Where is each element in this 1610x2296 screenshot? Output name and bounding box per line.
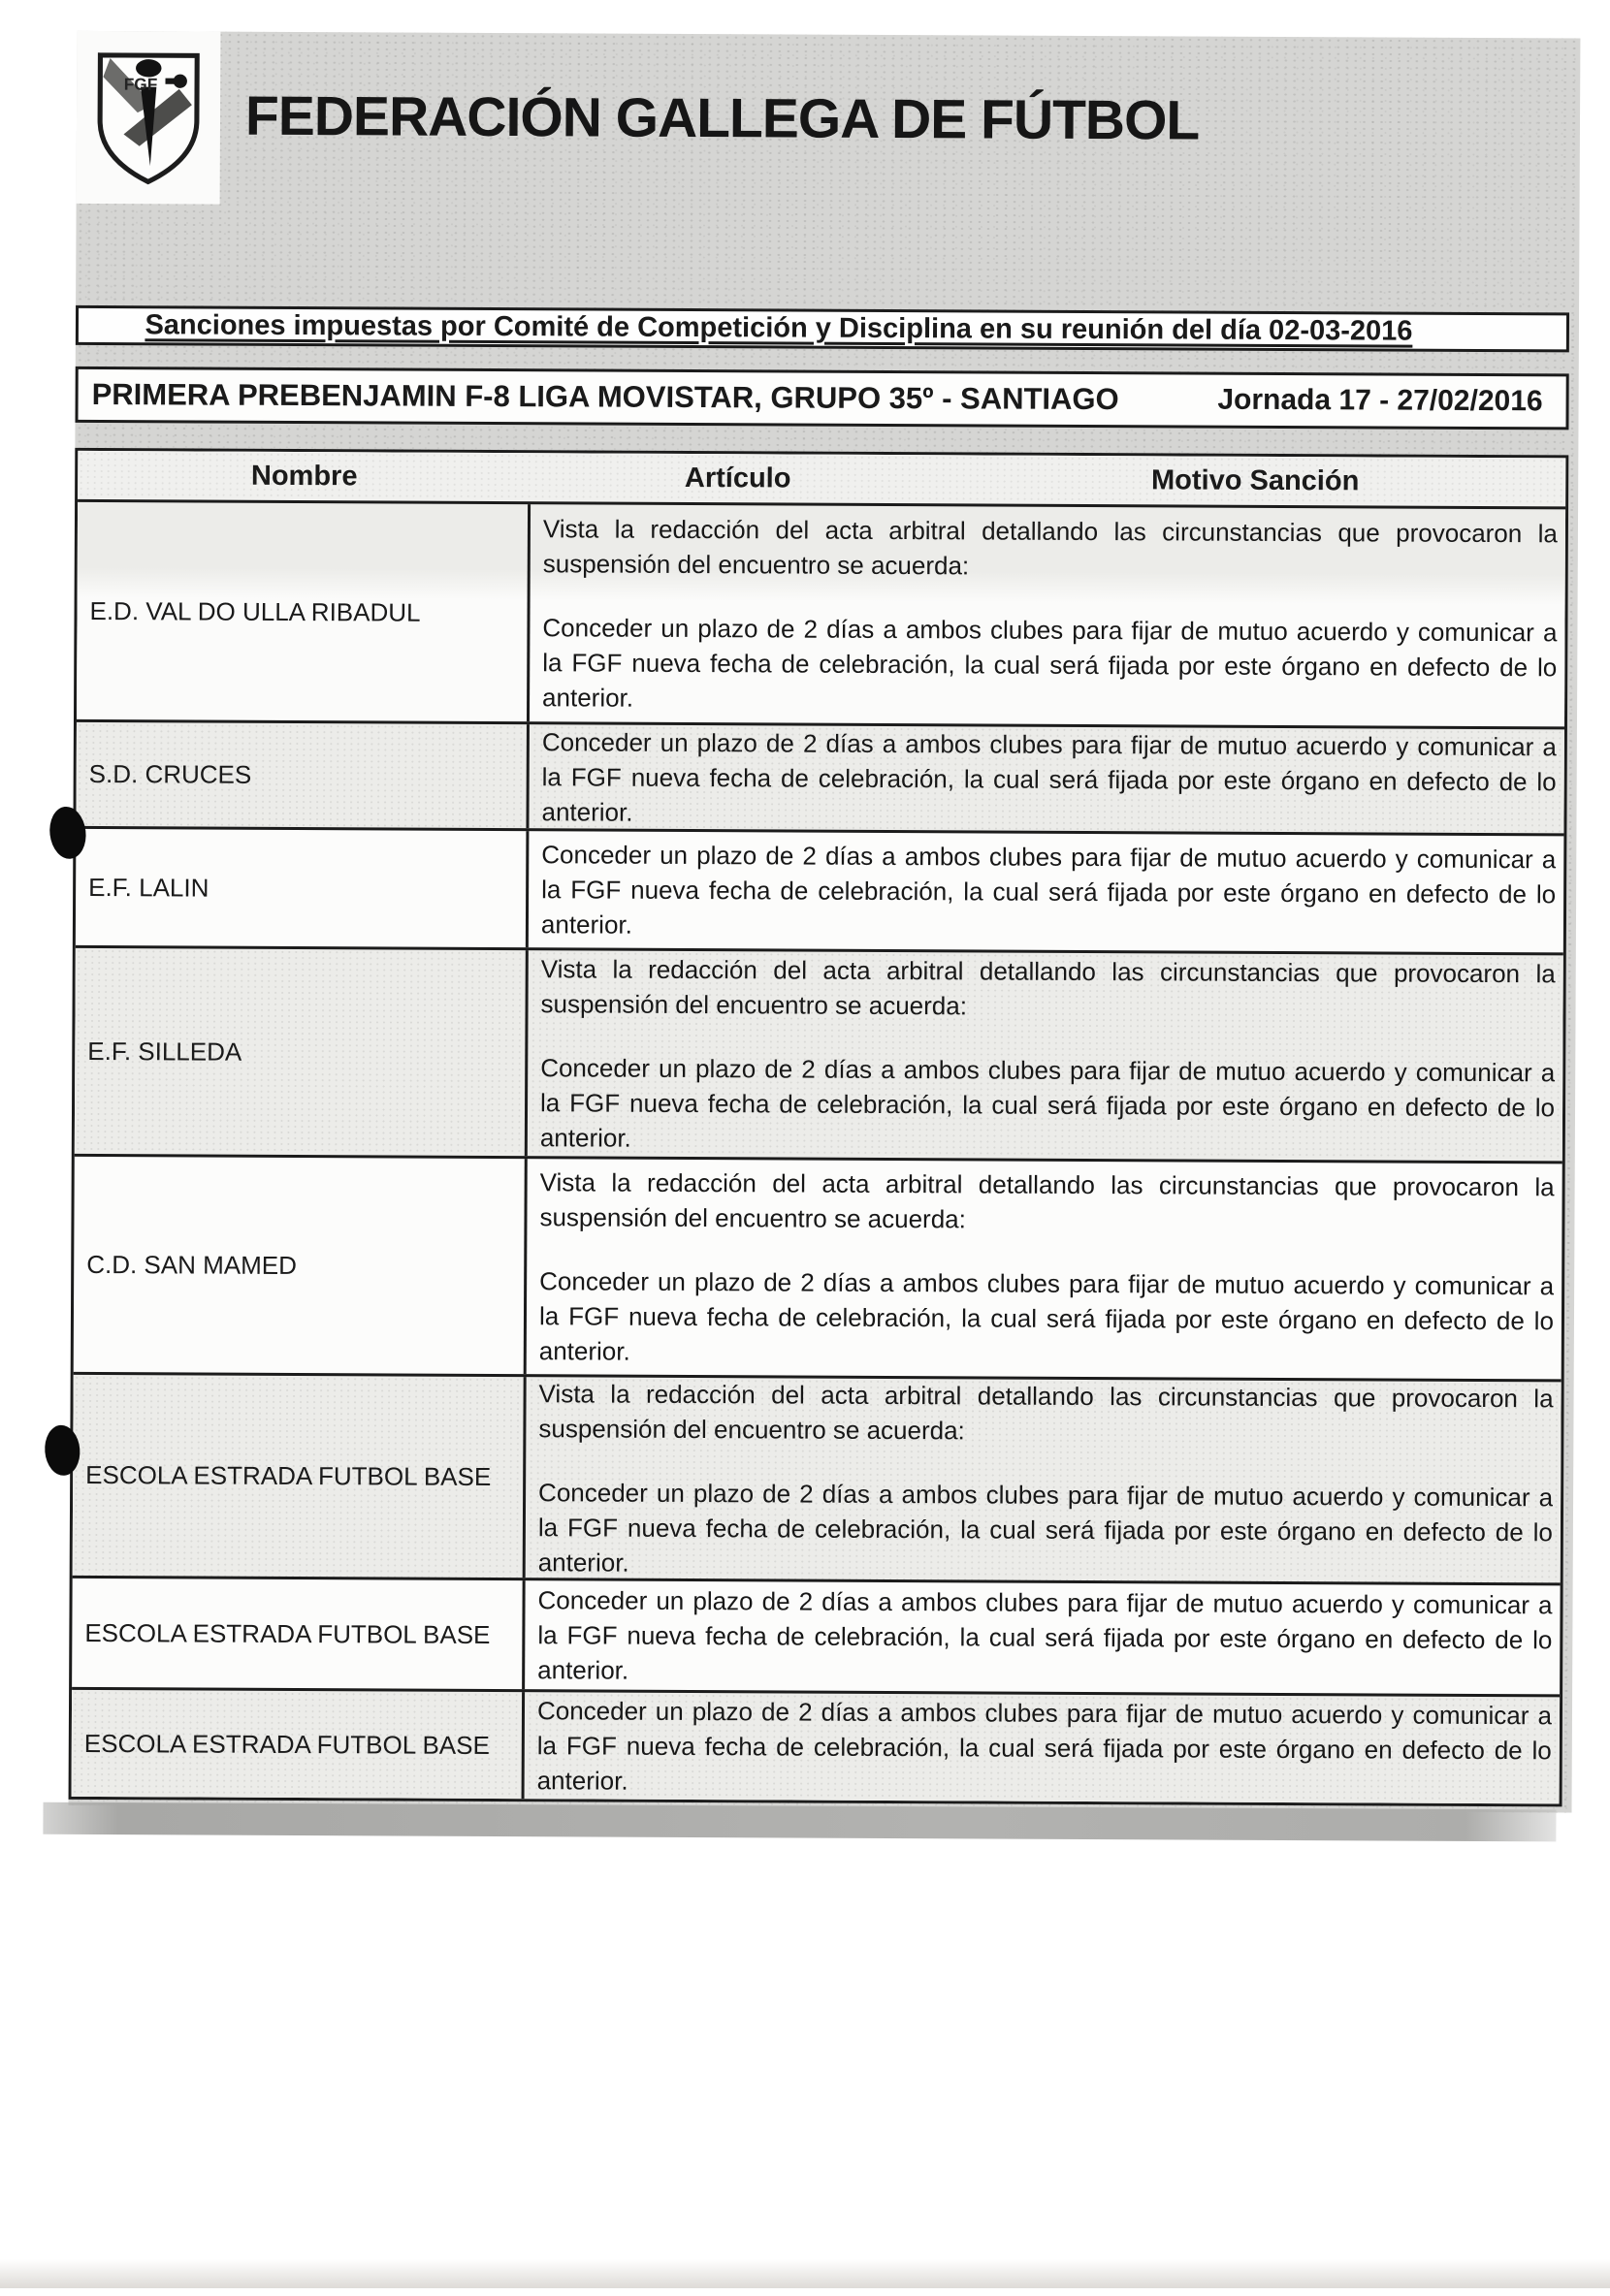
sanction-text (528, 950, 1563, 1161)
text-line: la FGF nueva fecha de celebración, la cual será fijada por este órgano en defecto de lo (541, 761, 1557, 796)
text-line: la FGF nueva fecha de celebración, la cual será fijada por este órgano en defecto de lo (538, 1301, 1555, 1336)
federation-logo-box (77, 31, 221, 205)
text-line: anterior. (538, 1336, 630, 1366)
text-line: anterior. (542, 683, 634, 713)
text-line: Vista la redacción del acta arbitral detallando las circunstancias que provocaron la (540, 954, 1556, 989)
text-line: Conceder un plazo de 2 días a ambos clubes para fijar de mutuo acuerdo y comunicar a (539, 1266, 1555, 1301)
text-line: la FGF nueva fecha de celebración, la cual será fijada por este órgano en defecto de lo (537, 1512, 1553, 1547)
table-row (77, 499, 1565, 726)
club-name: E.F. SILLEDA (75, 948, 529, 1156)
text-line: anterior. (540, 909, 632, 940)
sanction-text (525, 1692, 1561, 1803)
table-bottom-shadow (43, 1802, 1556, 1842)
text-line: Vista la redacción del acta arbitral detallando las circunstancias que provocaron la (542, 514, 1559, 549)
table-row (76, 826, 1564, 952)
header-motivo-sancion: Motivo Sanción (1150, 463, 1360, 496)
text-line: anterior. (541, 796, 633, 827)
text-line: anterior. (537, 1655, 629, 1685)
header-nombre: Nombre (250, 460, 358, 492)
text-line: la FGF nueva fecha de celebración, la cual será fijada por este órgano en defecto de lo (542, 648, 1558, 683)
sanctions-title-bar (76, 305, 1569, 353)
sanction-text (525, 1580, 1561, 1694)
sanction-paragraph (537, 1582, 1553, 1692)
sanction-text (529, 831, 1564, 952)
text-line: la FGF nueva fecha de celebración, la cual será fijada por este órgano en defecto de lo (539, 1088, 1556, 1123)
text-line: Conceder un plazo de 2 días a ambos clubes para fijar de mutuo acuerdo y comunicar a (540, 1053, 1556, 1088)
fgf-shield-icon (94, 47, 204, 189)
table-row (72, 1576, 1561, 1694)
table-row (72, 1687, 1561, 1803)
sanction-text (526, 1377, 1562, 1582)
club-name: ESCOLA ESTRADA FUTBOL BASE (73, 1375, 527, 1578)
sanction-text (527, 1159, 1562, 1379)
sanction-paragraph (540, 951, 1555, 1026)
sanction-paragraph (541, 837, 1557, 946)
text-line: Conceder un plazo de 2 días a ambos clubes para fijar de mutuo acuerdo y comunicar a (542, 613, 1558, 648)
table-header-row (78, 451, 1565, 506)
text-line: la FGF nueva fecha de celebración, la cual será fijada por este órgano en defecto de lo (536, 1731, 1552, 1766)
text-line: anterior. (537, 1547, 629, 1578)
text-line: anterior. (539, 1123, 631, 1153)
table-row (73, 1372, 1562, 1582)
sanction-paragraph (540, 1050, 1556, 1160)
sanction-paragraph (538, 1377, 1553, 1451)
club-name: ESCOLA ESTRADA FUTBOL BASE (72, 1578, 526, 1689)
text-line: Vista la redacción del acta arbitral detallando las circunstancias que provocaron la (538, 1378, 1554, 1413)
club-name: C.D. SAN MAMED (74, 1157, 528, 1374)
club-name: E.D. VAL DO ULLA RIBADUL (77, 502, 531, 721)
text-line: Conceder un plazo de 2 días a ambos clubes para fijar de mutuo acuerdo y comunicar a (538, 1477, 1554, 1512)
text-line: Conceder un plazo de 2 días a ambos clubes para fijar de mutuo acuerdo y comunicar a (536, 1696, 1553, 1731)
club-name: ESCOLA ESTRADA FUTBOL BASE (72, 1690, 526, 1799)
sanction-paragraph (539, 1164, 1554, 1239)
text-line: suspensión del encuentro se acuerda: (540, 989, 968, 1021)
table-row (74, 1154, 1562, 1379)
text-line: Vista la redacción del acta arbitral detallando las circunstancias que provocaron la (539, 1167, 1555, 1202)
text-line: Conceder un plazo de 2 días a ambos clubes para fijar de mutuo acuerdo y comunicar a (541, 840, 1557, 875)
sanction-text (530, 504, 1565, 726)
text-line: la FGF nueva fecha de celebración, la cual será fijada por este órgano en defecto de lo (537, 1620, 1553, 1655)
club-name: S.D. CRUCES (76, 722, 530, 828)
organization-title: FEDERACIÓN GALLEGA DE FÚTBOL (244, 84, 1200, 152)
sanction-paragraph (537, 1693, 1553, 1802)
sanctions-title-text: Sanciones impuestas por Comité de Competición y Disciplina en su reunión del día 02-03-2016 (145, 309, 1413, 347)
page-bottom-shade (0, 2259, 1610, 2288)
sanction-paragraph (542, 610, 1558, 719)
sanction-paragraph (539, 1263, 1555, 1373)
sanction-paragraph (538, 1475, 1554, 1583)
club-name: E.F. LALIN (76, 829, 530, 947)
text-line: suspensión del encuentro se acuerda: (542, 549, 970, 581)
table-row (76, 719, 1564, 833)
sanction-paragraph (543, 511, 1558, 586)
jornada-label: Jornada 17 - 27/02/2016 (1217, 383, 1543, 418)
sanctions-table (69, 448, 1569, 1807)
text-line: Conceder un plazo de 2 días a ambos clubes para fijar de mutuo acuerdo y comunicar a (541, 726, 1557, 761)
sanction-text (529, 724, 1564, 833)
text-line: suspensión del encuentro se acuerda: (539, 1202, 966, 1234)
logo-initials: FGF (123, 74, 158, 94)
text-line: Conceder un plazo de 2 días a ambos clubes para fijar de mutuo acuerdo y comunicar a (537, 1585, 1553, 1620)
text-line: suspensión del encuentro se acuerda: (538, 1413, 965, 1445)
text-line: la FGF nueva fecha de celebración, la cual será fijada por este órgano en defecto de lo (541, 875, 1557, 909)
table-row (75, 945, 1563, 1161)
header-articulo: Artículo (684, 462, 791, 494)
sanction-paragraph (541, 724, 1557, 833)
competition-bar (75, 367, 1568, 430)
text-line: anterior. (536, 1766, 628, 1796)
competition-name: PRIMERA PREBENJAMIN F-8 LIGA MOVISTAR, GRUPO 35º - SANTIAGO (91, 376, 1119, 417)
